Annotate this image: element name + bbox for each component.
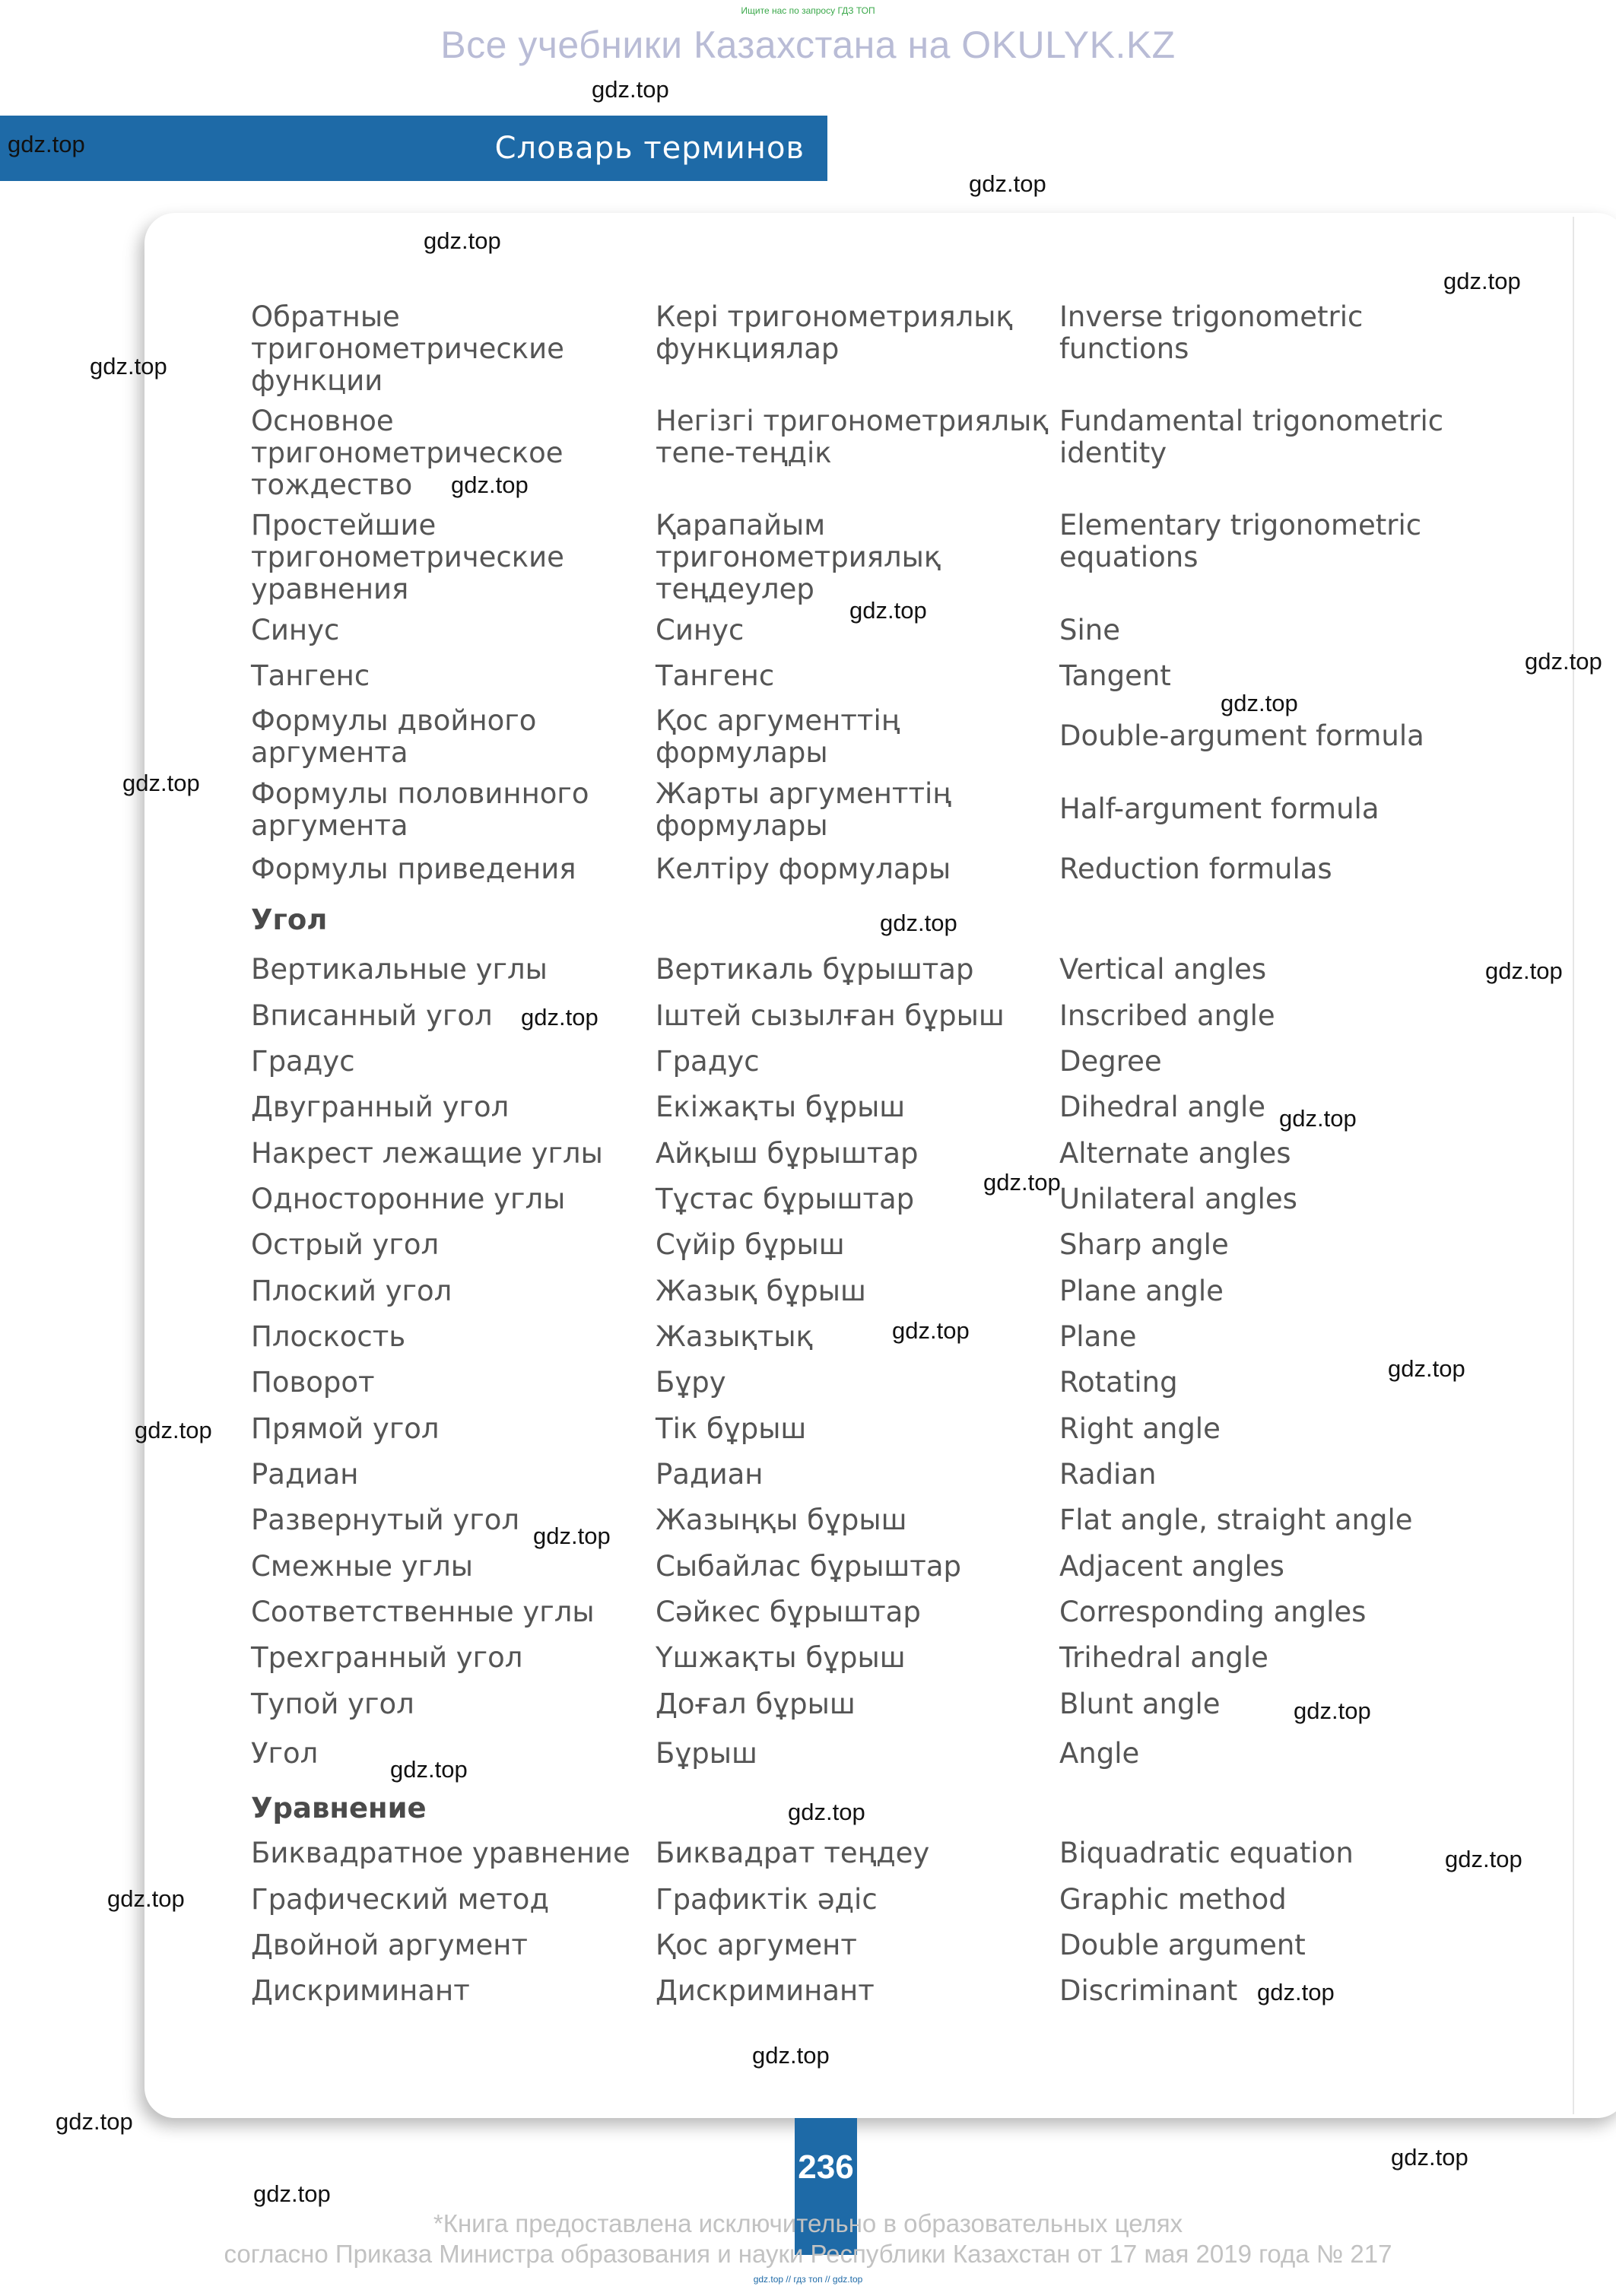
term-kz: Дискриминант <box>656 1974 875 2007</box>
watermark: gdz.top <box>880 910 957 936</box>
term-kz: Қарапайым тригонометриялық теңдеулер <box>656 509 941 605</box>
watermark: gdz.top <box>983 1169 1061 1196</box>
watermark: gdz.top <box>424 227 501 254</box>
term-ru: Вертикальные углы <box>251 953 548 986</box>
watermark: gdz.top <box>969 170 1046 197</box>
page-title: Словарь терминов <box>494 131 805 166</box>
term-en: Biquadratic equation <box>1059 1837 1354 1869</box>
watermark: gdz.top <box>8 131 85 157</box>
term-ru: Прямой угол <box>251 1412 440 1445</box>
term-en: Trihedral angle <box>1059 1641 1268 1674</box>
watermark: gdz.top <box>107 1885 185 1912</box>
term-ru: Формулы двойного аргумента <box>251 704 537 769</box>
term-kz: Тік бұрыш <box>656 1412 807 1445</box>
term-ru: Плоский угол <box>251 1275 452 1307</box>
term-en: Elementary trigonometric equations <box>1059 509 1422 573</box>
term-en: Tangent <box>1059 659 1171 692</box>
watermark: gdz.top <box>1485 957 1563 984</box>
term-en: Inverse trigonometric functions <box>1059 300 1364 365</box>
term-ru: Двойной аргумент <box>251 1929 528 1961</box>
term-en: Plane <box>1059 1320 1137 1353</box>
site-banner: Все учебники Казахстана на OKULYK.KZ <box>440 24 1176 66</box>
term-kz: Сәйкес бұрыштар <box>656 1596 921 1628</box>
term-ru: Формулы половинного аргумента <box>251 777 589 842</box>
term-kz: Тангенс <box>656 659 775 692</box>
term-kz: Жазықтық <box>656 1320 813 1353</box>
term-kz: Доғал бұрыш <box>656 1688 856 1720</box>
term-ru: Острый угол <box>251 1228 440 1261</box>
watermark: gdz.top <box>752 2042 830 2069</box>
term-ru: Смежные углы <box>251 1550 473 1583</box>
watermark: gdz.top <box>451 472 529 498</box>
term-ru: Вписанный угол <box>251 999 493 1032</box>
term-ru: Основное тригонометрическое тождество <box>251 405 564 501</box>
watermark: gdz.top <box>1388 1355 1465 1382</box>
term-kz: Бұрыш <box>656 1737 757 1770</box>
term-ru: Простейшие тригонометрические уравнения <box>251 509 564 605</box>
term-ru: Поворот <box>251 1366 375 1399</box>
card-edge-rule <box>1573 217 1574 2114</box>
watermark: gdz.top <box>1391 2144 1468 2171</box>
term-kz: Графиктік әдіс <box>656 1883 878 1916</box>
watermark: gdz.top <box>390 1756 468 1783</box>
term-ru: Трехгранный угол <box>251 1641 523 1674</box>
watermark: gdz.top <box>788 1799 865 1825</box>
term-en: Half-argument formula <box>1059 792 1379 825</box>
term-kz: Жазық бұрыш <box>656 1275 866 1307</box>
term-ru: Обратные тригонометрические функции <box>251 300 564 397</box>
term-kz: Синус <box>656 614 745 646</box>
term-kz: Қос аргумент <box>656 1929 857 1961</box>
term-ru: Угол <box>251 1737 319 1770</box>
term-kz: Екіжақты бұрыш <box>656 1091 906 1123</box>
term-kz: Вертикаль бұрыштар <box>656 953 974 986</box>
term-en: Right angle <box>1059 1412 1221 1445</box>
term-ru: Радиан <box>251 1458 359 1491</box>
watermark: gdz.top <box>892 1317 970 1344</box>
term-ru: Односторонние углы <box>251 1183 566 1215</box>
watermark: gdz.top <box>56 2108 133 2135</box>
watermark: gdz.top <box>533 1523 611 1549</box>
term-en: Inscribed angle <box>1059 999 1275 1032</box>
watermark: gdz.top <box>1279 1105 1357 1132</box>
term-ru: Формулы приведения <box>251 853 576 885</box>
header-bar <box>0 116 827 181</box>
term-kz: Бұру <box>656 1366 726 1399</box>
term-kz: Негізгі тригонометриялық тепе-теңдік <box>656 405 1049 469</box>
section-heading-equation: Уравнение <box>251 1792 427 1824</box>
term-ru: Синус <box>251 614 340 646</box>
term-kz: Радиан <box>656 1458 764 1491</box>
term-en: Reduction formulas <box>1059 853 1332 885</box>
term-en: Corresponding angles <box>1059 1596 1367 1628</box>
term-kz: Үшжақты бұрыш <box>656 1641 906 1674</box>
watermark: gdz.top <box>122 770 200 796</box>
section-heading-angle: Угол <box>251 903 328 936</box>
term-en: Double argument <box>1059 1929 1306 1961</box>
top-note: Ищите нас по запросу ГДЗ ТОП <box>741 5 875 16</box>
bottom-note: gdz.top // гдз топ // gdz.top <box>753 2274 863 2285</box>
term-kz: Қос аргументтің формулары <box>656 704 900 769</box>
term-en: Adjacent angles <box>1059 1550 1284 1583</box>
term-en: Double-argument formula <box>1059 719 1424 752</box>
term-en: Dihedral angle <box>1059 1091 1266 1123</box>
term-ru: Накрест лежащие углы <box>251 1137 603 1170</box>
watermark: gdz.top <box>1221 690 1298 716</box>
term-ru: Графический метод <box>251 1883 550 1916</box>
term-ru: Соответственные углы <box>251 1596 595 1628</box>
term-ru: Плоскость <box>251 1320 406 1353</box>
watermark: gdz.top <box>90 353 167 379</box>
term-en: Fundamental trigonometric identity <box>1059 405 1444 469</box>
term-kz: Биквадрат теңдеу <box>656 1837 930 1869</box>
term-ru: Дискриминант <box>251 1974 470 2007</box>
term-kz: Сүйір бұрыш <box>656 1228 845 1261</box>
term-en: Rotating <box>1059 1366 1178 1399</box>
watermark: gdz.top <box>1294 1697 1371 1724</box>
term-en: Vertical angles <box>1059 953 1267 986</box>
term-en: Unilateral angles <box>1059 1183 1297 1215</box>
term-ru: Развернутый угол <box>251 1504 519 1536</box>
term-en: Discriminant <box>1059 1974 1238 2007</box>
term-en: Alternate angles <box>1059 1137 1291 1170</box>
term-kz: Іштей сызылған бұрыш <box>656 999 1005 1032</box>
term-kz: Градус <box>656 1045 760 1078</box>
watermark: gdz.top <box>592 76 669 103</box>
watermark: gdz.top <box>849 597 927 624</box>
watermark: gdz.top <box>253 2180 331 2207</box>
term-en: Sine <box>1059 614 1120 646</box>
term-en: Sharp angle <box>1059 1228 1229 1261</box>
watermark: gdz.top <box>1525 648 1602 675</box>
term-ru: Тупой угол <box>251 1688 414 1720</box>
term-en: Radian <box>1059 1458 1157 1491</box>
term-kz: Тұстас бұрыштар <box>656 1183 915 1215</box>
term-kz: Келтіру формулары <box>656 853 951 885</box>
term-kz: Жарты аргументтің формулары <box>656 777 951 842</box>
term-kz: Айқыш бұрыштар <box>656 1137 919 1170</box>
footer-line-2: согласно Приказа Министра образования и науки Республики Казахстан от 17 мая 2019 года № 217 <box>224 2240 1392 2268</box>
term-kz: Жазыңқы бұрыш <box>656 1504 907 1536</box>
term-en: Angle <box>1059 1737 1140 1770</box>
footer-line-1: *Книга предоставлена исключительно в образовательных целях <box>433 2209 1183 2237</box>
watermark: gdz.top <box>135 1417 212 1443</box>
term-kz: Сыбайлас бұрыштар <box>656 1550 961 1583</box>
term-en: Graphic method <box>1059 1883 1287 1916</box>
term-en: Blunt angle <box>1059 1688 1221 1720</box>
term-ru: Двугранный угол <box>251 1091 510 1123</box>
term-ru: Градус <box>251 1045 355 1078</box>
term-ru: Биквадратное уравнение <box>251 1837 630 1869</box>
watermark: gdz.top <box>1445 1846 1522 1872</box>
term-kz: Кері тригонометриялық функциялар <box>656 300 1013 365</box>
watermark: gdz.top <box>1257 1979 1335 2005</box>
watermark: gdz.top <box>1443 268 1521 294</box>
term-en: Degree <box>1059 1045 1162 1078</box>
term-en: Plane angle <box>1059 1275 1224 1307</box>
term-en: Flat angle, straight angle <box>1059 1504 1413 1536</box>
watermark: gdz.top <box>521 1004 598 1031</box>
term-ru: Тангенс <box>251 659 370 692</box>
page-number: 236 <box>798 2148 854 2186</box>
